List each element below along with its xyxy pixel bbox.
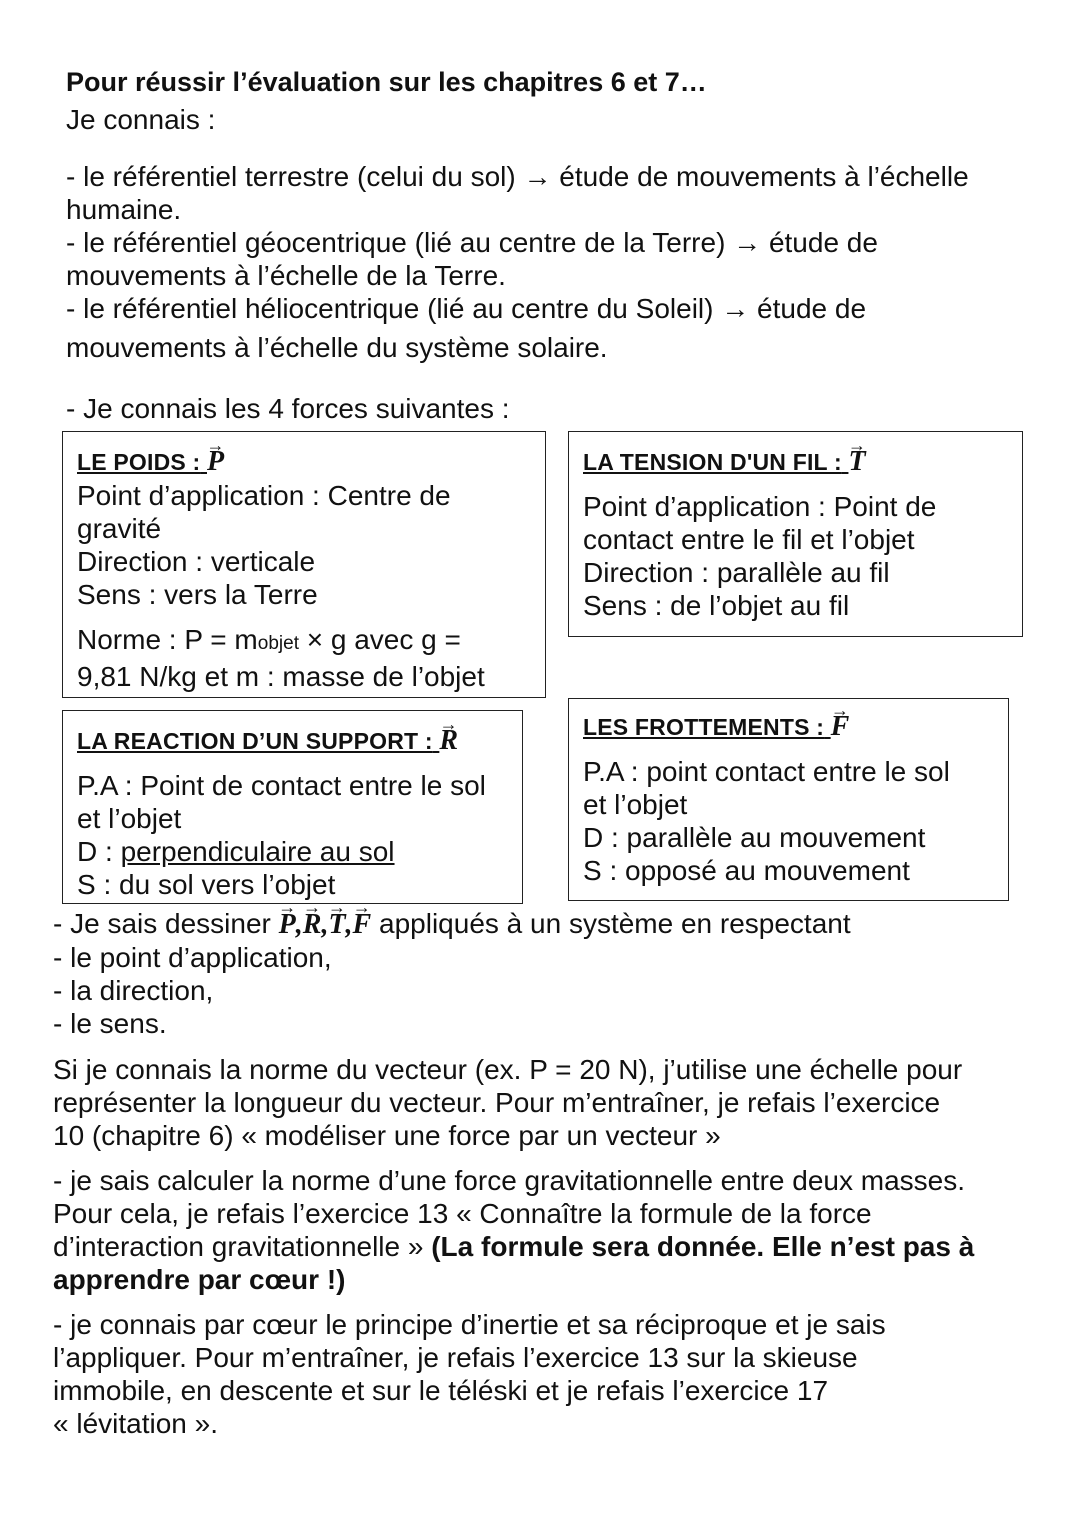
force-line-value: perpendiculaire au sol: [120, 836, 395, 867]
force-line: P.A : Point de contact entre le sol: [77, 770, 486, 801]
paragraph-line: Si je connais la norme du vecteur (ex. P = 20 N), j’utilise une échelle pour: [53, 1054, 963, 1085]
dessin-bullet: - le sens.: [53, 1008, 167, 1039]
separator: ,: [295, 909, 303, 940]
vector-symbol-r: → R: [303, 908, 322, 941]
force-line: Sens : de l’objet au fil: [583, 590, 850, 621]
force-title: [583, 448, 1008, 476]
referentiels-section: [66, 160, 1046, 364]
force-line: et l’objet: [77, 803, 182, 834]
intro-text: Je connais :: [66, 104, 216, 135]
force-line: Direction : parallèle au fil: [583, 557, 890, 588]
dessin-bullet: - la direction,: [53, 975, 214, 1006]
force-line: [77, 835, 508, 868]
referentiel-line: mouvements à l’échelle du système solaire.: [66, 332, 608, 363]
paragraph-gravitation: [53, 1164, 1043, 1296]
vector-symbol-p: → P: [279, 908, 296, 941]
referentiel-line: - le référentiel terrestre (celui du sol) → étude de mouvements à l’échelle: [66, 161, 969, 192]
norme-text: Norme : P = m: [77, 624, 258, 655]
force-title-label: LES FROTTEMENTS :: [583, 714, 825, 740]
page-title: Pour réussir l’évaluation sur les chapitres 6 et 7…: [66, 67, 707, 97]
force-line: 9,81 N/kg et m : masse de l’objet: [77, 661, 485, 692]
vector-symbol-p: → P: [207, 448, 224, 476]
force-line: Sens : vers la Terre: [77, 579, 318, 610]
force-title: [77, 448, 531, 476]
force-line: P.A : point contact entre le sol: [583, 756, 950, 787]
paragraph-line: - je connais par cœur le principe d’inertie et sa réciproque et je sais: [53, 1309, 886, 1340]
paragraph-line: « lévitation ».: [53, 1408, 218, 1439]
vector-symbol-t: → T: [848, 448, 865, 476]
force-box-reaction: [62, 710, 523, 904]
header: [66, 66, 1026, 136]
paragraph-line: - je sais calculer la norme d’une force gravitationnelle entre deux masses.: [53, 1165, 966, 1196]
forces-intro: - Je connais les 4 forces suivantes :: [66, 393, 510, 424]
force-line: contact entre le fil et l’objet: [583, 524, 915, 555]
force-line: Point d’application : Point de: [583, 491, 937, 522]
paragraph-inertie: [53, 1308, 1043, 1440]
dessin-text: - Je sais dessiner: [53, 908, 279, 939]
force-title-label: LE POIDS :: [77, 449, 201, 475]
dessin-bullet: - le point d’application,: [53, 942, 332, 973]
force-line-label: D :: [77, 836, 121, 867]
paragraph-norme: [53, 1053, 1043, 1152]
force-box-poids: [62, 431, 546, 698]
separator: ,: [321, 909, 329, 940]
force-line: Point d’application : Centre de: [77, 480, 451, 511]
paragraph-text: d’interaction gravitationnelle »: [53, 1231, 432, 1262]
norme-subscript: objet: [257, 633, 299, 654]
paragraph-line: apprendre par cœur !): [53, 1264, 346, 1295]
dessin-section: [53, 907, 1043, 1040]
vector-symbol-t: → T: [328, 908, 345, 941]
force-box-tension: [568, 431, 1023, 637]
vector-symbol-f: → F: [831, 713, 850, 741]
paragraph-line: représenter la longueur du vecteur. Pour m’entraîner, je refais l’exercice: [53, 1087, 941, 1118]
force-norme: [77, 623, 531, 660]
vector-symbol-f: → F: [353, 908, 372, 941]
force-title-label: LA REACTION D’UN SUPPORT :: [77, 728, 433, 754]
referentiel-line: - le référentiel géocentrique (lié au centre de la Terre) → étude de: [66, 227, 878, 258]
force-line: et l’objet: [583, 789, 688, 820]
paragraph-line: [53, 1230, 1043, 1263]
force-box-frottements: [568, 698, 1009, 901]
force-title: [583, 713, 994, 741]
force-line: D : parallèle au mouvement: [583, 822, 926, 853]
vector-symbol-r: → R: [439, 727, 458, 755]
force-line: S : du sol vers l’objet: [77, 869, 336, 900]
force-line: gravité: [77, 513, 162, 544]
norme-text: × g avec g =: [298, 624, 461, 655]
paragraph-line: l’appliquer. Pour m’entraîner, je refais l’exercice 13 sur la skieuse: [53, 1342, 858, 1373]
paragraph-line: immobile, en descente et sur le téléski et je refais l’exercice 17: [53, 1375, 829, 1406]
force-title: [77, 727, 508, 755]
paragraph-bold-text: (La formule sera donnée. Elle n’est pas à: [431, 1231, 975, 1262]
force-title-label: LA TENSION D'UN FIL :: [583, 449, 842, 475]
dessin-line: [53, 907, 1043, 941]
force-line: Direction : verticale: [77, 546, 316, 577]
referentiel-line: mouvements à l’échelle de la Terre.: [66, 260, 506, 291]
dessin-text: appliqués à un système en respectant: [371, 908, 851, 939]
force-line: S : opposé au mouvement: [583, 855, 910, 886]
separator: ,: [345, 909, 353, 940]
referentiel-line: humaine.: [66, 194, 182, 225]
paragraph-line: 10 (chapitre 6) « modéliser une force par un vecteur »: [53, 1120, 721, 1151]
referentiel-line: - le référentiel héliocentrique (lié au centre du Soleil) → étude de: [66, 293, 867, 324]
paragraph-line: Pour cela, je refais l’exercice 13 « Connaître la formule de la force: [53, 1198, 872, 1229]
